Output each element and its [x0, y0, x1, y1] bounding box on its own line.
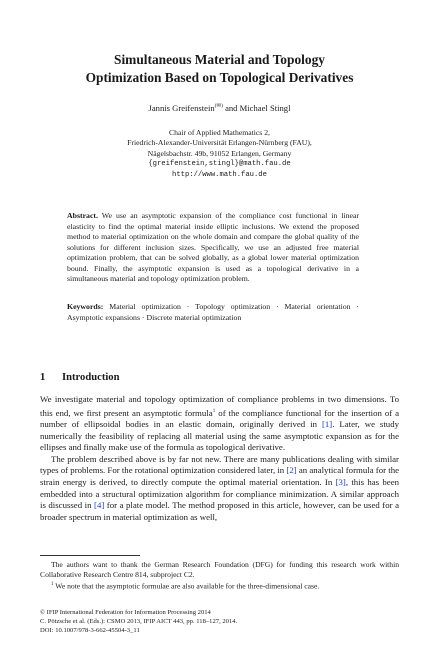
author-conjunction: and	[225, 103, 238, 113]
footnote-1-link[interactable]: 1	[212, 407, 216, 414]
footnotes	[40, 560, 399, 592]
abstract-text: We use an asymptotic expansion of the compliance cost functional in linear elasticity to find the optimal material inside elliptic inclusions. We extend the proposed method to material optimization on the whole domain and compare the global quality of the solutions for different inclusion sizes. Specifically, we use an adjusted free material optimization problem, that can be solved globally, as a global lower material optimization bound. Finally, the asymptotic expansion is used as a topological derivative in a simultaneous material and topology optimization problem.	[67, 211, 360, 283]
citation-1-link[interactable]: [1]	[321, 419, 333, 430]
paragraph-2-text-b: an analytical formula for the strain energy is derived, to directly compute the optimal material orientation. In	[40, 465, 399, 488]
keywords	[67, 302, 359, 323]
affiliation-line-1: Chair of Applied Mathematics 2,	[169, 128, 270, 137]
affiliation	[40, 128, 399, 180]
footnote-1-text: We note that the asymptotic formulae are also available for the three-dimensional case.	[53, 581, 320, 591]
paragraph-1-text-a: We investigate material and topology optimization of compliance problems in two dimensions. To this end, we first present an asymptotic formula	[40, 394, 399, 418]
corresponding-author-mark: (✉)	[214, 103, 223, 110]
keywords-text: Material optimization · Topology optimization · Material orientation · Asymptotic expansions · Discrete material optimization	[67, 302, 360, 322]
authors	[40, 103, 399, 113]
copyright-doi[interactable]: DOI: 10.1007/978-3-662-45504-3_11	[40, 626, 140, 634]
paragraph-1-text-c: . Later, we study numerically the feasibility of replacing all material using the same asymptotic expansion as for the ellipses and finally make use of the formula as topological derivative.	[40, 419, 399, 453]
footnote-divider	[40, 555, 140, 556]
section-title: Introduction	[62, 372, 120, 383]
acknowledgement-footnote: The authors want to thank the German Research Foundation (DFG) for funding this research work within Collaborative Research Centre 814, subproject C2.	[40, 560, 399, 579]
paragraph-1-text-b: of the compliance functional for the insertion of a number of ellipsoidal bodies in an elastic domain, originally derived in	[40, 407, 399, 430]
paper-title	[40, 51, 399, 86]
keywords-label: Keywords:	[67, 302, 104, 311]
title-line-2: Optimization Based on Topological Derivatives	[85, 69, 354, 85]
paragraph-2-text-c: , this has been embedded into a structural optimization algorithm for compliance minimization. A similar approach is discussed in	[40, 477, 399, 511]
copyright-line-1: © IFIP International Federation for Information Processing 2014	[40, 609, 211, 616]
footnote-1	[40, 580, 399, 592]
abstract	[67, 211, 359, 285]
affiliation-line-3: Nägelsbachstr. 49b, 91052 Erlangen, Germany	[147, 148, 292, 158]
section-heading	[40, 372, 399, 383]
paragraph-1	[40, 394, 399, 454]
citation-4-link[interactable]: [4]	[94, 500, 105, 511]
paragraph-2-text-d: for a plate model. The method proposed in this article, however, can be used for a broader spectrum in material optimization as well,	[40, 500, 399, 522]
copyright-line-2: C. Pötzsche et al. (Eds.): CSMO 2013, IFIP AICT 443, pp. 118–127, 2014.	[40, 617, 238, 625]
footnote-1-mark: 1	[51, 582, 54, 587]
title-line-1: Simultaneous Material and Topology	[114, 52, 325, 67]
citation-3-link[interactable]: [3]	[335, 477, 346, 488]
institute-url[interactable]: http://www.math.fau.de	[172, 170, 267, 179]
paragraph-2	[40, 454, 399, 524]
copyright-block	[40, 609, 399, 635]
body-text	[40, 394, 399, 523]
abstract-label: Abstract.	[67, 211, 98, 220]
author-2: Michael Stingl	[239, 103, 291, 113]
citation-2-link[interactable]: [2]	[286, 465, 297, 476]
affiliation-line-2: Friedrich-Alexander-Universität Erlangen-Nürnberg (FAU),	[127, 138, 312, 148]
author-email[interactable]: {greifenstein,stingl}@math.fau.de	[148, 160, 291, 169]
paragraph-2-text-a: The problem described above is by far not new. There are many publications dealing with similar types of problems. For the rotational optimization considered later, in	[40, 453, 399, 476]
author-1: Jannis Greifenstein	[148, 103, 215, 113]
section-number: 1	[40, 372, 46, 383]
